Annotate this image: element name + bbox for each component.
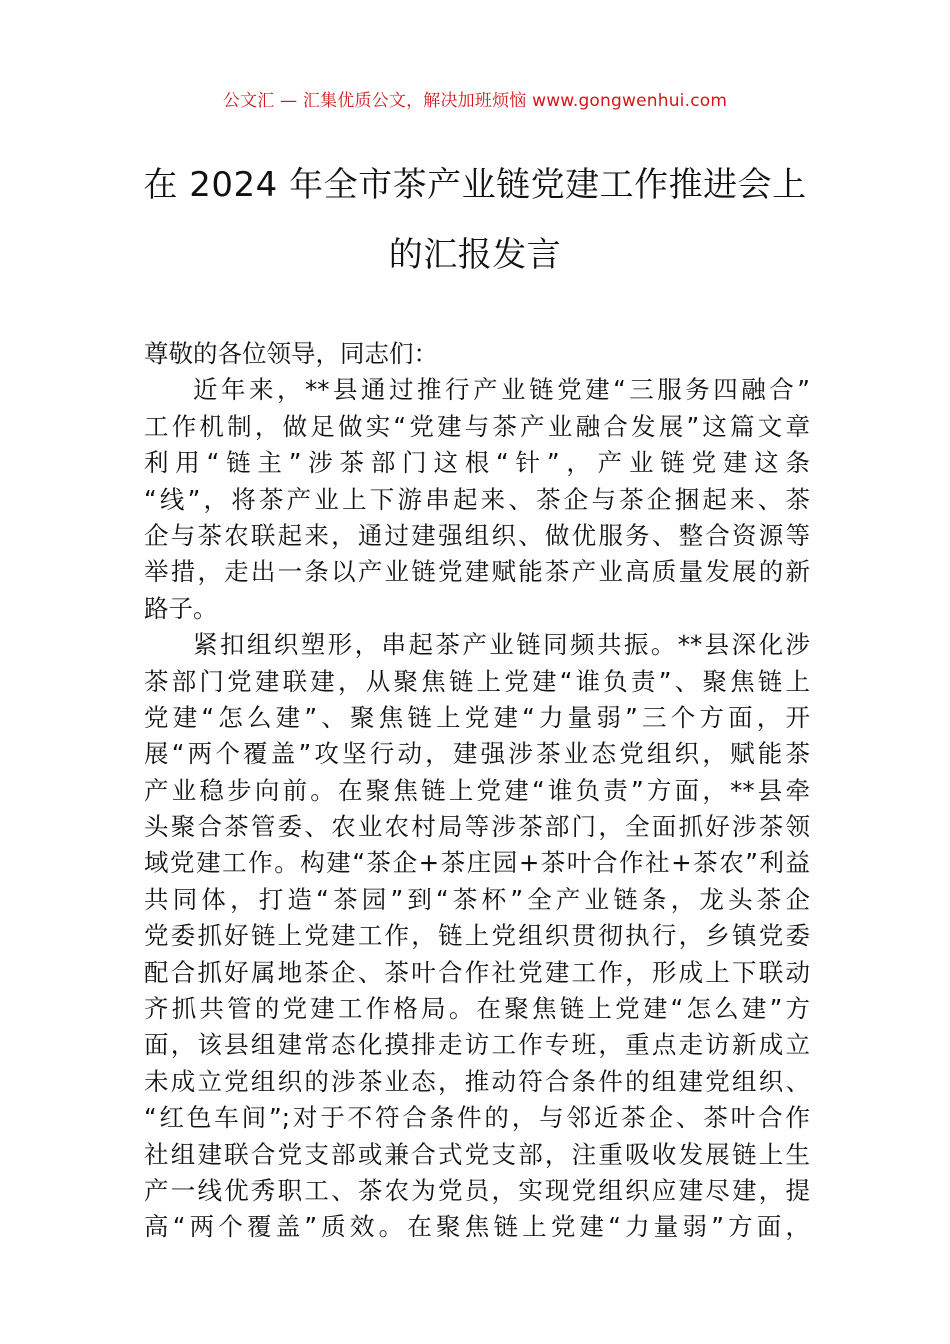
title-line-1: 在 2024 年全市茶产业链党建工作推进会上 bbox=[143, 165, 807, 205]
paragraph-line: 面，该县组建常态化摸排走访工作专班，重点走访新成立 bbox=[144, 1030, 810, 1060]
paragraph-line: 共同体，打造“茶园”到“茶杯”全产业链条，龙头茶企 bbox=[144, 884, 810, 914]
paragraph-line: 党建“怎么建”、聚焦链上党建“力量弱”三个方面，开 bbox=[144, 702, 810, 732]
site-banner: 公文汇 — 汇集优质公文，解决加班烦恼 www.gongwenhui.com bbox=[222, 91, 728, 111]
paragraph-line: 路子。 bbox=[144, 593, 218, 623]
paragraph-line: 企与茶农联起来，通过建强组织、做优服务、整合资源等 bbox=[144, 520, 810, 550]
paragraph-line: 举措，走出一条以产业链党建赋能茶产业高质量发展的新 bbox=[144, 557, 810, 587]
paragraph-line: 配合抓好属地茶企、茶叶合作社党建工作，形成上下联动 bbox=[144, 957, 810, 987]
title-line-2: 的汇报发言 bbox=[388, 235, 562, 275]
paragraph-line: “线”，将茶产业上下游串起来、茶企与茶企捆起来、茶 bbox=[144, 484, 810, 514]
paragraph-line: 近年来，**县通过推行产业链党建“三服务四融合” bbox=[193, 375, 810, 405]
paragraph-line: 头聚合茶管委、农业农村局等涉茶部门，全面抓好涉茶领 bbox=[144, 812, 810, 842]
document-body bbox=[144, 336, 810, 1246]
paragraph-line: 工作机制，做足做实“党建与茶产业融合发展”这篇文章 bbox=[144, 411, 810, 441]
paragraph-line: 齐抓共管的党建工作格局。在聚焦链上党建“怎么建”方 bbox=[144, 994, 810, 1024]
paragraph-line: 域党建工作。构建“茶企+茶庄园+茶叶合作社+茶农”利益 bbox=[144, 848, 810, 878]
paragraph-line: 展“两个覆盖”攻坚行动，建强涉茶业态党组织，赋能茶 bbox=[144, 739, 810, 769]
paragraph-line: 产一线优秀职工、茶农为党员，实现党组织应建尽建，提 bbox=[144, 1175, 810, 1205]
paragraph-line: 紧扣组织塑形，串起茶产业链同频共振。**县深化涉 bbox=[193, 630, 810, 660]
paragraph-line: “红色车间”;对于不符合条件的，与邻近茶企、茶叶合作 bbox=[144, 1103, 810, 1133]
document-title bbox=[120, 150, 830, 290]
paragraph-line: 茶部门党建联建，从聚焦链上党建“谁负责”、聚焦链上 bbox=[144, 666, 810, 696]
salutation: 尊敬的各位领导，同志们： bbox=[144, 339, 438, 368]
paragraph-line: 社组建联合党支部或兼合式党支部，注重吸收发展链上生 bbox=[144, 1139, 810, 1169]
paragraph-line: 产业稳步向前。在聚焦链上党建“谁负责”方面，**县牵 bbox=[144, 775, 810, 805]
paragraph-line: 未成立党组织的涉茶业态，推动符合条件的组建党组织、 bbox=[144, 1066, 810, 1096]
paragraph-line: 利用“链主”涉茶部门这根“针”，产业链党建这条 bbox=[144, 448, 810, 478]
paragraph-line: 党委抓好链上党建工作，链上党组织贯彻执行，乡镇党委 bbox=[144, 921, 810, 951]
paragraph-line: 高“两个覆盖”质效。在聚焦链上党建“力量弱”方面， bbox=[144, 1212, 810, 1242]
